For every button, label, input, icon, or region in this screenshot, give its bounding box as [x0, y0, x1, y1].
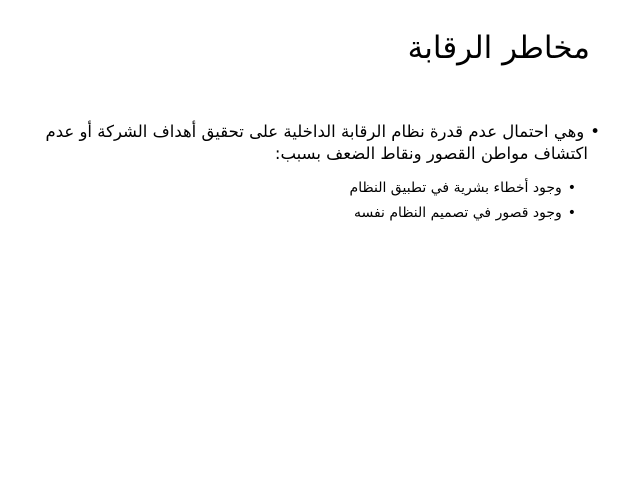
sub-bullet-text: وجود أخطاء بشرية في تطبيق النظام	[349, 180, 562, 196]
sub-bullet-text: وجود قصور في تصميم النظام نفسه	[353, 205, 562, 221]
sub-bullet-marker: •	[567, 180, 576, 196]
slide-title: مخاطر الرقابة	[407, 30, 590, 66]
sub-bullet-marker: •	[567, 205, 576, 221]
main-bullet-line-1: وهي احتمال عدم قدرة نظام الرقابة الداخلية على تحقيق أهداف الشركة أو عدم	[45, 122, 585, 141]
sub-bullet-1	[350, 179, 576, 197]
main-bullet	[40, 121, 600, 165]
main-bullet-line-2: اكتشاف مواطن القصور ونقاط الضعف بسبب:	[274, 144, 588, 163]
sub-bullet-2	[354, 204, 576, 222]
bullet-marker: •	[590, 122, 600, 141]
